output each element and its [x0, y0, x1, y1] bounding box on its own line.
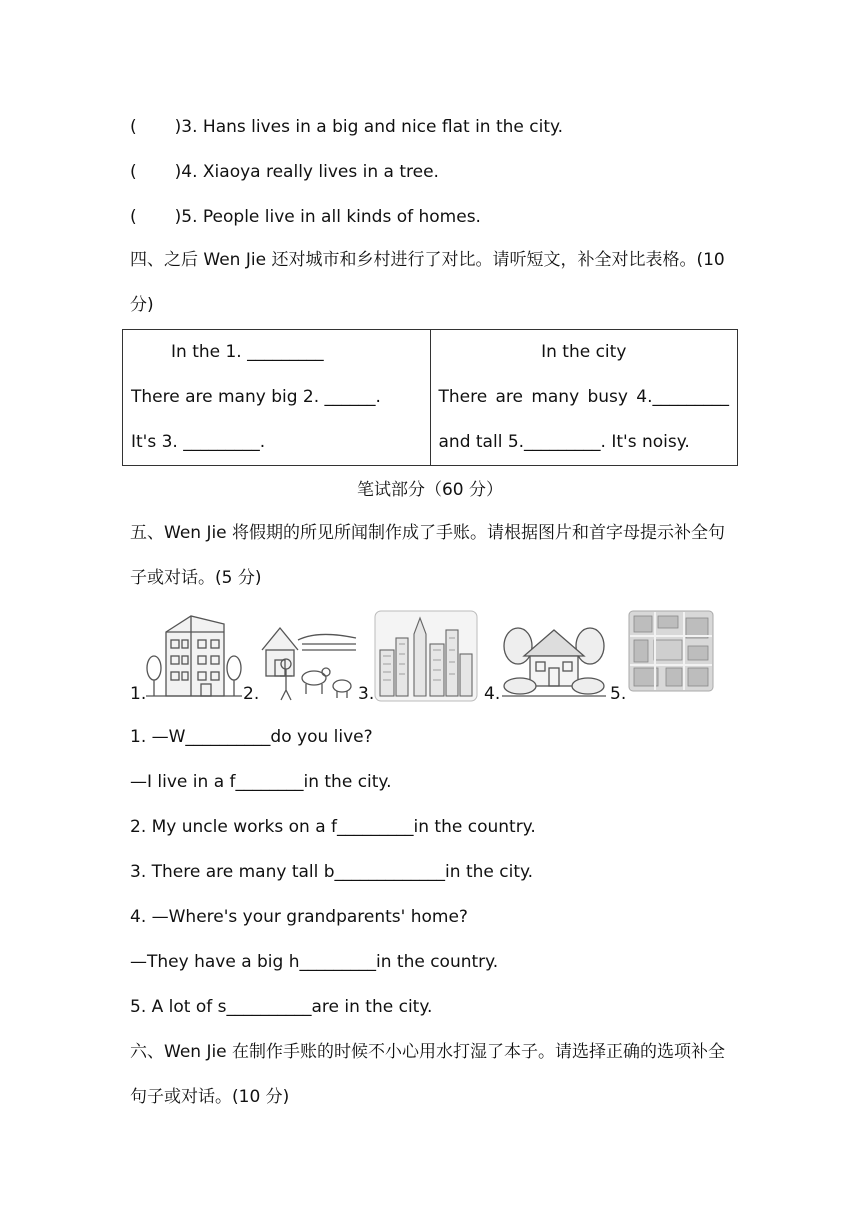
s5-sentence-2: 2. My uncle works on a f_________in the country.: [130, 817, 536, 837]
house-picture: [502, 610, 606, 702]
pic-label-3: 3.: [358, 684, 375, 704]
comparison-table: [122, 329, 738, 466]
picture-row: [130, 610, 730, 705]
city-line-3: and tall 5._________. It's noisy.: [438, 432, 690, 452]
country-column: [123, 330, 431, 466]
section6-heading: 六、Wen Jie 在制作手账的时候不小心用水打湿了本子。请选择正确的选项补全句子或对话。(10 分): [130, 1042, 726, 1107]
farm-picture: [258, 610, 358, 702]
country-heading: In the 1. _________: [171, 342, 324, 362]
s5-sentence-5: 5. A lot of s__________are in the city.: [130, 997, 433, 1017]
pic-label-5: 5.: [610, 684, 627, 704]
pic-label-2: 2.: [243, 684, 260, 704]
flat-building-picture: [146, 610, 242, 702]
section4-heading: 四、之后 Wen Jie 还对城市和乡村进行了对比。请听短文，补全对比表格。(10 分): [130, 250, 725, 315]
city-column: [430, 330, 738, 466]
s5-sentence-4: 4. —Where's your grandparents' home?: [130, 907, 468, 927]
city-heading: In the city: [541, 342, 627, 362]
pic-label-1: 1.: [130, 684, 147, 704]
s5-sentence-1-answer: —I live in a f________in the city.: [130, 772, 392, 792]
section5-heading: 五、Wen Jie 将假期的所见所闻制作成了手账。请根据图片和首字母提示补全句子或对话。(5 分): [130, 523, 726, 588]
written-part-title: 笔试部分（60 分）: [356, 480, 504, 500]
s5-sentence-4-answer: —They have a big h_________in the country.: [130, 952, 499, 972]
city-buildings-picture: [374, 610, 478, 702]
q3-item-3: ( )3. Hans lives in a big and nice flat in the city.: [130, 117, 564, 137]
pic-label-4: 4.: [484, 684, 501, 704]
s5-sentence-1: 1. —W__________do you live?: [130, 727, 373, 747]
q3-item-5: ( )5. People live in all kinds of homes.: [130, 207, 481, 227]
s5-sentence-3: 3. There are many tall b_____________in the city.: [130, 862, 534, 882]
q3-item-4: ( )4. Xiaoya really lives in a tree.: [130, 162, 439, 182]
city-line-2: There are many busy 4._________: [438, 387, 729, 407]
country-line-3: It's 3. _________.: [131, 432, 266, 452]
shops-map-picture: [628, 610, 714, 692]
country-line-2: There are many big 2. ______.: [131, 387, 381, 407]
